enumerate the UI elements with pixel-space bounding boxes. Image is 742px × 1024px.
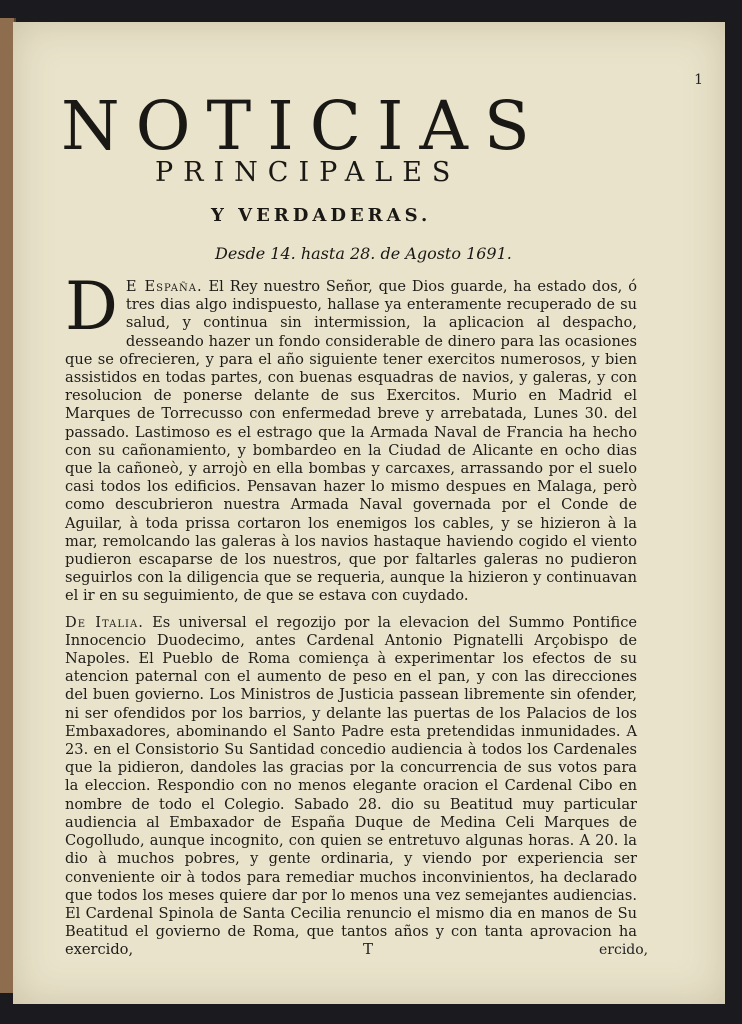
masthead-subtitle-verdaderas: Y VERDADERAS. (211, 205, 432, 226)
page-number: 1 (694, 72, 703, 88)
catchword: ercido, (599, 942, 649, 958)
article-body (65, 268, 638, 968)
section-text-espana: El Rey nuestro Señor, que Dios guarde, ha estado dos, ó tres dias algo indispuesto, hallase ya enteramente recuperado de su salud, y continua sin intermission, la aplicacion al despacho, desseando hazer un fondo considerable de dinero para las ocasiones que se ofrecieren, y para el año siguiente tener exercitos numerosos, y bien assistidos en todas partes, con buenas esquadras de navios, y galeras, y con resolucion de ponerse delante de sus Exercitos. Murio en Madrid el Marques de Torrecusso con enfermedad breve y arrebatada, Lunes 30. del passado. Lastimoso es el estrago que la Armada Naval de Francia ha hecho con su cañonamiento, y bombardeo en la Ciudad de Alicante en ocho dias que la cañoneò, y arrojò en ella bombas y carcaxes, arrassando por el suelo casi todos los edificios. Pensavan hazer lo mismo despues en Malaga, però como descubrieron nuestra Armada Naval governada por el Conde de Aguilar, à toda prissa cortaron los enemigos los cables, y se hizieron à la mar, remolcando las galeras à los navios hastaque haviendo cogido el viento pudieron escaparse de los nuestros, que por faltarles galeras no pudieron seguirlos con la diligencia que se requeria, aunque la hizieron y continuavan el ir en su seguimiento, de que se estava con cuydado. (65, 278, 637, 605)
masthead-subtitle-principales: PRINCIPALES (155, 157, 461, 188)
masthead-title: NOTICIAS (61, 87, 546, 165)
section-heading-italia: De Italia. (65, 613, 144, 631)
section-text-italia: Es universal el regozijo por la elevacion del Summo Pontifice Innocencio Duodecimo, antes Cardenal Antonio Pignatelli Arçobispo de Napoles. El Pueblo de Roma comiença à experimentar los efectos de su atencion paternal con el aumento de peso en el pan, y con las direcciones del buen govierno. Los Ministros de Justicia passean libremente sin ofender, ni ser ofendidos por los barrios, y delante las puertas de los Palacios de los Embaxadores, abominando el Santo Padre esta pretendidas inmunidades. A 23. en el Consistorio Su Santidad concedio audiencia à todos los Cardenales que la pidieron, dandoles las gracias por la concurrencia de sus votos para la eleccion. Respondio con no menos elegante oracion el Cardenal Cibo en nombre de todo el Colegio. Sabado 28. dio su Beatitud muy particular audiencia al Embaxador de España Duque de Medina Celi Marques de Cogolludo, aunque incognito, con quien se entretuvo algunas horas. A 20. la dio à muchos pobres, y gente ordinaria, y viendo por experiencia ser conveniente oir à todos para remediar muchos inconvinientos, ha declarado que todos los meses quiere dar por lo menos una vez semejantes audiencias. El Cardenal Spinola de Santa Cecilia renuncio el mismo dia en manos de Su Beatitud el govierno de Roma, que tantos años y con tanta aprovacion ha exercido, (65, 613, 638, 959)
section-espana (65, 268, 637, 606)
dateline: Desde 14. hasta 28. de Agosto 1691. (215, 244, 512, 263)
section-heading-espana: E España. (125, 278, 203, 295)
page-leaf (13, 22, 725, 1004)
section-italia (65, 614, 637, 960)
drop-cap: D (65, 268, 118, 345)
signature-mark: T (363, 940, 374, 958)
